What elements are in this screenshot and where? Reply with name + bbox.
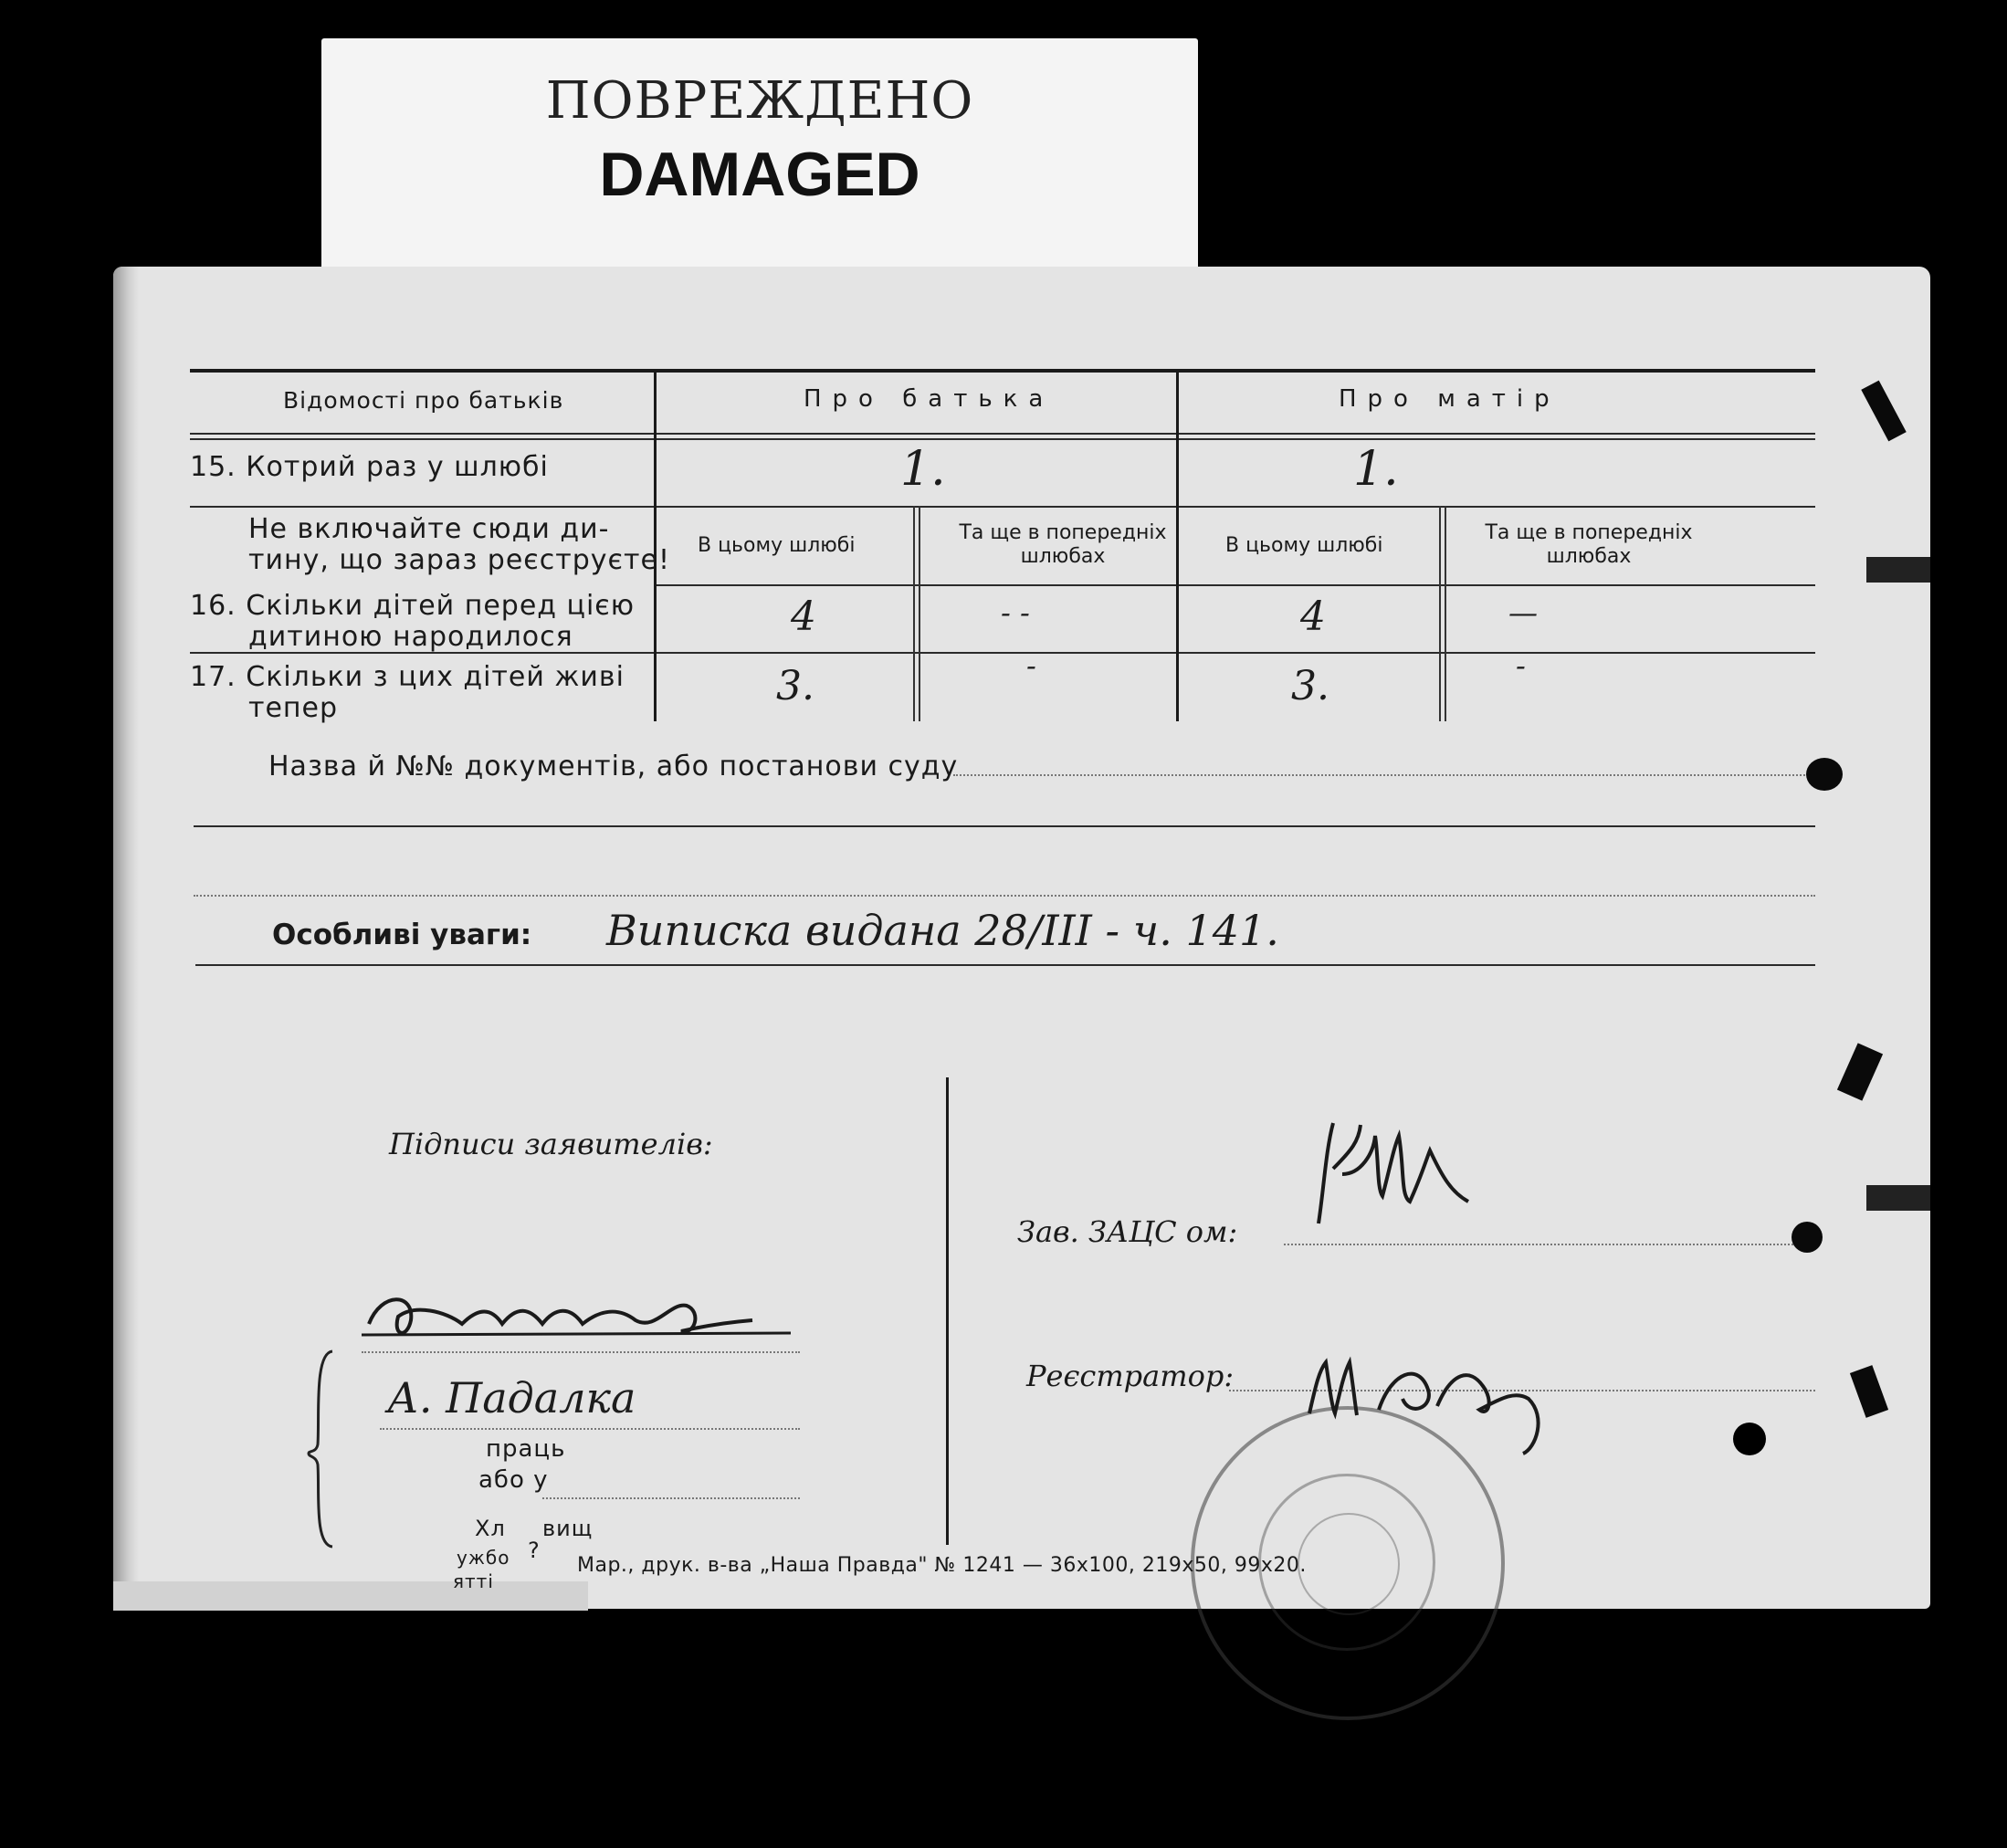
row16-label-1: 16. Скільки дітей перед цією — [190, 590, 636, 622]
signatures-label: Підписи заявителів: — [389, 1127, 713, 1161]
col-divider-2 — [913, 506, 915, 721]
documents-dotted-line — [953, 774, 1815, 776]
partial-text-3: Хл — [475, 1516, 506, 1541]
remarks-line — [195, 964, 1815, 966]
table-header-rule — [190, 433, 1815, 435]
note-line-2: тину, що зараз реєструєте! — [248, 544, 670, 576]
row17-label-1: 17. Скільки з цих дітей живі — [190, 661, 625, 693]
row15-rule — [190, 506, 1815, 508]
partial-text-2: або у — [478, 1466, 549, 1494]
row17-mother-this: 3. — [1291, 663, 1329, 709]
head-label: Зав. ЗАЦС ом: — [1017, 1214, 1238, 1249]
header-mother: Про матір — [1339, 385, 1560, 413]
col-divider-4 — [1439, 506, 1441, 721]
row15-father: 1. — [900, 442, 946, 497]
head-line — [1284, 1244, 1815, 1245]
damaged-label-en: DAMAGED — [599, 140, 920, 209]
row16-label-2: дитиною народилося — [248, 621, 573, 653]
mother-prev-header-1: Та ще в попередніх — [1485, 521, 1693, 544]
applicant-line-3 — [542, 1497, 800, 1499]
registration-form-page — [113, 267, 1930, 1609]
header-father: Про батька — [804, 385, 1055, 413]
paper-edge — [113, 267, 139, 1609]
father-prev-header-2: шлюбах — [1020, 545, 1106, 568]
damaged-label-card — [321, 38, 1198, 278]
partial-text-7: ? — [528, 1538, 541, 1563]
row17-father-prev: - — [1026, 648, 1036, 683]
row16-mother-prev: — — [1508, 595, 1538, 630]
note-line-1: Не включайте сюди ди- — [248, 513, 610, 545]
documents-label: Назва й №№ документів, або постанови суду — [268, 751, 959, 782]
applicant-bracket — [305, 1344, 342, 1554]
head-signature — [1306, 1114, 1521, 1227]
registrar-label: Реєстратор: — [1026, 1359, 1235, 1393]
header-info: Відомості про батьків — [283, 387, 564, 414]
row17-father-this: 3. — [776, 663, 814, 709]
row15-label: 15. Котрий раз у шлюбі — [190, 451, 549, 483]
mother-this-marriage-header: В цьому шлюбі — [1225, 534, 1383, 557]
row16-father-this: 4 — [791, 593, 816, 640]
tear-notch-5 — [1866, 1185, 1930, 1211]
table-header-rule-2 — [190, 438, 1815, 440]
registrar-signature — [1291, 1335, 1592, 1463]
col-divider-4b — [1445, 506, 1446, 721]
applicant-signature-1 — [362, 1284, 800, 1349]
col-divider-2b — [919, 506, 920, 721]
row16-mother-this: 4 — [1300, 593, 1326, 640]
table-top-rule — [190, 369, 1815, 373]
documents-line-3 — [194, 895, 1815, 897]
partial-text-5: ужбо — [457, 1547, 510, 1569]
partial-text-4: вищ — [542, 1516, 594, 1541]
row15-mother: 1. — [1353, 442, 1399, 497]
row16-father-prev: - - — [1001, 595, 1030, 630]
subheader-rule — [654, 584, 1815, 586]
signature-divider — [946, 1077, 949, 1545]
father-this-marriage-header: В цьому шлюбі — [698, 534, 856, 557]
partial-text-1: праць — [486, 1435, 566, 1463]
punch-hole-bottom — [1733, 1423, 1766, 1455]
remarks-label: Особливі уваги: — [272, 919, 532, 951]
row17-mother-prev: - — [1516, 648, 1526, 683]
mother-prev-header-2: шлюбах — [1546, 545, 1632, 568]
tear-notch-3 — [1806, 758, 1843, 791]
applicant-line-2 — [380, 1428, 800, 1430]
row17-label-2: тепер — [248, 692, 339, 724]
remarks-value: Виписка видана 28/III - ч. 141. — [606, 906, 1279, 955]
tear-notch-6 — [1792, 1222, 1823, 1253]
damaged-label-ru: ПОВРЕЖДЕНО — [545, 71, 974, 131]
torn-corner — [113, 1581, 588, 1611]
documents-line-2 — [194, 825, 1815, 827]
father-prev-header-1: Та ще в попередніх — [959, 521, 1167, 544]
partial-text-6: ятті — [453, 1570, 494, 1592]
printer-imprint: Мар., друк. в-ва „Наша Правда" № 1241 — 36x100, 219x50, 99x20. — [577, 1554, 1307, 1577]
applicant-signature-2: А. Падалка — [387, 1373, 636, 1423]
tear-notch-2 — [1866, 557, 1930, 583]
applicant-line-1 — [362, 1351, 800, 1353]
